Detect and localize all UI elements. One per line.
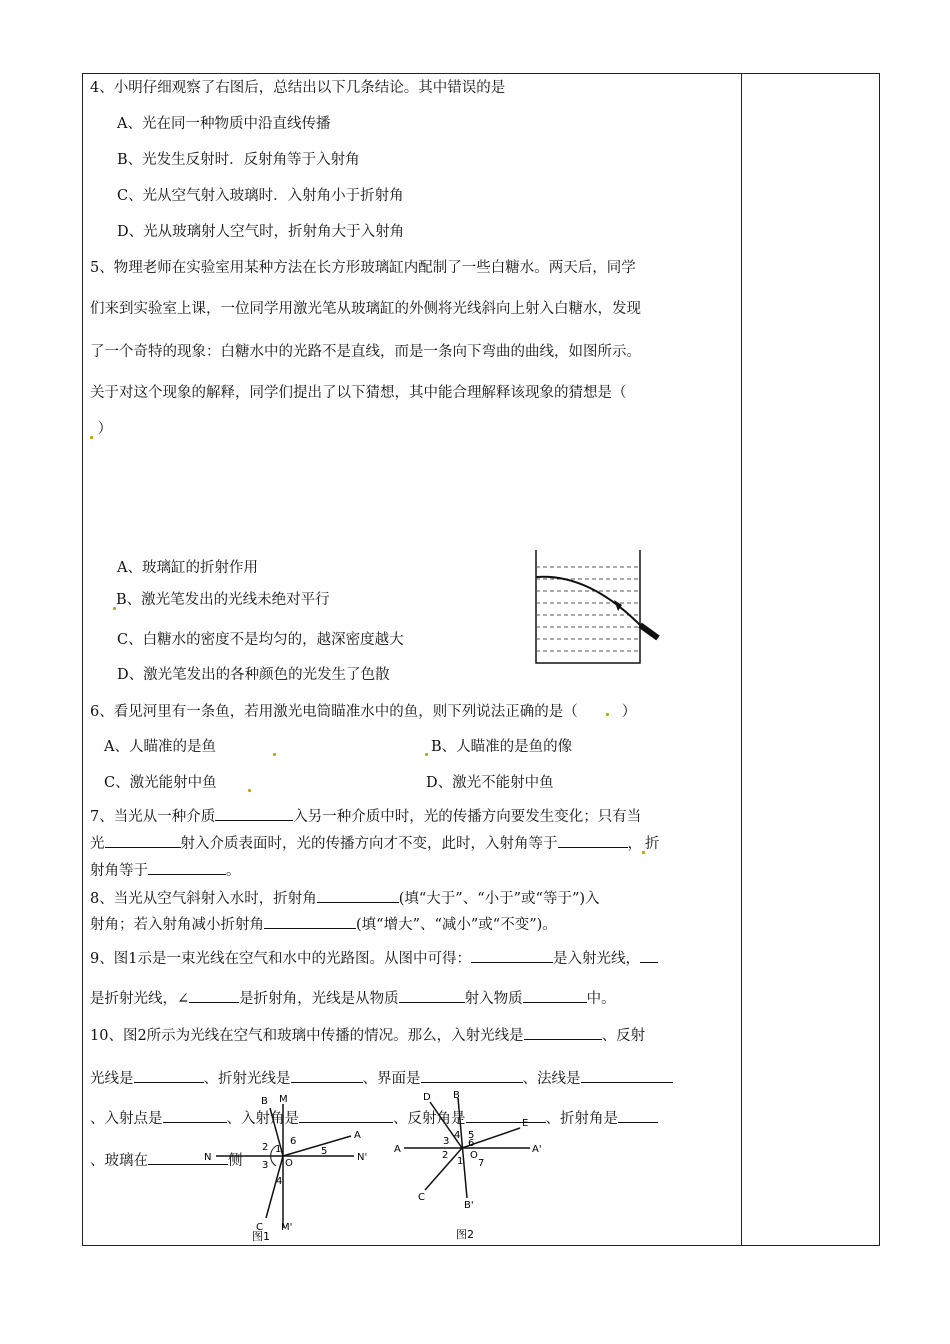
fig1-caption: 图1 xyxy=(252,1230,270,1243)
q7-blank-2[interactable] xyxy=(105,833,181,848)
q5-option-d: D、激光笔发出的各种颜色的光发生了色散 xyxy=(117,667,390,683)
q9-blank-4[interactable] xyxy=(399,988,465,1003)
q8-line-1 xyxy=(90,888,600,909)
q5-option-a: A、玻璃缸的折射作用 xyxy=(117,560,258,576)
q8-line-2 xyxy=(90,914,557,935)
q9-text-5: 射入物质 xyxy=(464,991,523,1007)
q9-blank-2[interactable] xyxy=(640,948,658,963)
q7-blank-4[interactable] xyxy=(148,860,226,875)
fig1-label-2: 2 xyxy=(262,1142,269,1153)
q4-option-d: D、光从玻璃射人空气时，折射角大于入射角 xyxy=(117,224,405,240)
q10-text-1: 10、图2所示为光线在空气和玻璃中传播的情况。那么，入射光线是 xyxy=(90,1028,524,1044)
q6-option-a: A、人瞄准的是鱼 xyxy=(104,739,216,755)
q10-blank-1[interactable] xyxy=(524,1025,602,1040)
q4-option-b: B、光发生反射时．反射角等于入射角 xyxy=(117,152,360,168)
q9-line-2 xyxy=(90,988,616,1009)
fig2-label-6: 6 xyxy=(468,1138,475,1149)
q7-text-7: 射角等于 xyxy=(90,863,148,879)
fig2-label-2: 2 xyxy=(442,1150,449,1161)
fig2-label-d: D xyxy=(423,1092,431,1103)
q8-text-2: (填“大于”、“小于”或“等于”)入 xyxy=(398,891,600,907)
q7-text-5: ， xyxy=(627,836,642,852)
q10-text-9: 、反射角是 xyxy=(393,1111,466,1127)
q10-text-8: 、入射角是 xyxy=(226,1111,299,1127)
q9-line-1 xyxy=(90,948,658,969)
q5-line-3: 了一个奇特的现象：白糖水中的光路不是直线，而是一条向下弯曲的曲线，如图所示。 xyxy=(90,344,641,360)
q8-text-4: (填“增大”、“减小”或“不变”)。 xyxy=(356,917,557,933)
q10-text-6: 、法线是 xyxy=(522,1071,581,1087)
fig2-label-o: O xyxy=(470,1150,478,1161)
fig2-label-1: 1 xyxy=(457,1156,464,1167)
q4-option-a: A、光在同一种物质中沿直线传播 xyxy=(117,116,331,132)
q10-blank-4[interactable] xyxy=(421,1068,523,1083)
q9-text-3: 是折射光线，∠ xyxy=(90,991,190,1007)
q10-text-11: 、玻璃在 xyxy=(90,1153,148,1169)
q8-text-3: 射角；若入射角减小折射角 xyxy=(90,917,264,933)
figure-1-light-path xyxy=(196,1088,376,1243)
fig1-label-5: 5 xyxy=(321,1146,328,1157)
q10-blank-9[interactable] xyxy=(618,1108,658,1123)
figure-2-light-path xyxy=(390,1090,560,1244)
fig1-label-6: 6 xyxy=(290,1136,297,1147)
fig1-label-n: N xyxy=(204,1152,212,1163)
q8-text-1: 8、当光从空气斜射入水时，折射角 xyxy=(90,891,317,907)
q6-stem-text: 6、看见河里有一条鱼，若用激光电筒瞄准水中的鱼，则下列说法正确的是（ xyxy=(90,704,578,720)
q5-line-2: 们来到实验室上课，一位同学用激光笔从玻璃缸的外侧将光线斜向上射入白糖水，发现 xyxy=(90,301,641,317)
fig1-label-c: C xyxy=(256,1222,263,1233)
q7-text-8: 。 xyxy=(226,863,241,879)
fig2-label-a: A xyxy=(394,1144,401,1155)
q7-line-2 xyxy=(90,833,660,854)
q8-blank-2[interactable] xyxy=(264,914,356,929)
table-column-divider xyxy=(741,73,742,1246)
q9-blank-3[interactable] xyxy=(189,988,239,1003)
fig2-label-7: 7 xyxy=(478,1158,485,1169)
q4-option-c: C、光从空气射入玻璃时．入射角小于折射角 xyxy=(117,188,404,204)
fig2-label-b-prime: B' xyxy=(464,1200,474,1211)
fig1-label-1: 1 xyxy=(275,1144,282,1155)
fig1-label-o: O xyxy=(285,1158,293,1169)
q4-stem: 4、小明仔细观察了右图后，总结出以下几条结论。其中错误的是 xyxy=(90,80,506,96)
q10-line-2 xyxy=(90,1068,673,1089)
q7-text-3: 光 xyxy=(90,836,105,852)
q9-blank-5[interactable] xyxy=(523,988,587,1003)
q10-blank-5[interactable] xyxy=(581,1068,673,1083)
fig2-label-3: 3 xyxy=(443,1136,450,1147)
q9-blank-1[interactable] xyxy=(471,948,553,963)
q5-line-1: 5、物理老师在实验室用某种方法在长方形玻璃缸内配制了一些白糖水。两天后，同学 xyxy=(90,260,636,276)
q6-option-d: D、激光不能射中鱼 xyxy=(426,775,554,791)
q10-text-4: 、折射光线是 xyxy=(203,1071,291,1087)
q7-line-1 xyxy=(90,806,641,827)
q9-text-4: 是折射角，光线是从物质 xyxy=(239,991,399,1007)
q10-blank-2[interactable] xyxy=(134,1068,204,1083)
q5-bracket-close: ） xyxy=(97,421,113,437)
fig2-label-a-prime: A' xyxy=(532,1144,542,1155)
fig1-label-3: 3 xyxy=(262,1160,269,1171)
q7-blank-1[interactable] xyxy=(215,806,293,821)
q7-text-6: 折 xyxy=(645,836,660,852)
fig2-label-b: B xyxy=(453,1090,460,1101)
q5-option-b-text: B、激光笔发出的光线未绝对平行 xyxy=(116,592,330,608)
q7-text-4: 射入介质表面时，光的传播方向才不变，此时，入射角等于 xyxy=(180,836,558,852)
q5-line-4: 关于对这个现象的解释，同学们提出了以下猜想，其中能合理解释该现象的猜想是（ xyxy=(90,385,627,401)
q9-text-2: 是入射光线， xyxy=(552,951,640,967)
fig1-label-m: M xyxy=(279,1094,288,1105)
q5-option-b xyxy=(113,590,330,610)
fig2-caption: 图2 xyxy=(456,1228,474,1241)
q10-text-5: 、界面是 xyxy=(362,1071,421,1087)
q10-text-7: 、入射点是 xyxy=(90,1111,163,1127)
q10-text-2: 、反射 xyxy=(601,1028,646,1044)
q7-blank-3[interactable] xyxy=(558,833,628,848)
fig2-label-4: 4 xyxy=(454,1130,461,1141)
q7-line-3 xyxy=(90,860,241,881)
fig1-label-m-prime: M' xyxy=(281,1222,293,1233)
fig1-label-n-prime: N' xyxy=(357,1152,368,1163)
q7-text-2: 入另一种介质中时，光的传播方向要发生变化；只有当 xyxy=(293,809,642,825)
fig1-label-4: 4 xyxy=(276,1176,283,1187)
q6-option-c: C、激光能射中鱼 xyxy=(104,775,217,791)
fig1-label-a: A xyxy=(354,1130,361,1141)
q6-stem xyxy=(90,702,636,722)
q5-line-5 xyxy=(90,419,112,439)
q10-line-1 xyxy=(90,1025,645,1046)
q10-blank-3[interactable] xyxy=(291,1068,363,1083)
fig1-label-b: B xyxy=(261,1096,268,1107)
q5-option-c: C、白糖水的密度不是均匀的，越深密度越大 xyxy=(117,632,404,648)
q8-blank-1[interactable] xyxy=(317,888,399,903)
fig2-label-c: C xyxy=(418,1192,425,1203)
q10-text-12: 侧 xyxy=(228,1153,243,1169)
fig2-label-e: E xyxy=(522,1118,529,1129)
q9-text-1: 9、图1示是一束光线在空气和水中的光路图。从图中可得： xyxy=(90,951,471,967)
q10-text-3: 光线是 xyxy=(90,1071,134,1087)
q9-text-6: 中。 xyxy=(586,991,616,1007)
sugar-water-tank-figure xyxy=(528,545,668,667)
q10-text-10: 、折射角是 xyxy=(545,1111,618,1127)
q6-bracket-close: ） xyxy=(621,704,637,720)
q7-text-1: 7、当光从一种介质 xyxy=(90,809,216,825)
q6-option-b: B、人瞄准的是鱼的像 xyxy=(431,739,573,755)
fig2-label-5: 5 xyxy=(468,1130,475,1141)
